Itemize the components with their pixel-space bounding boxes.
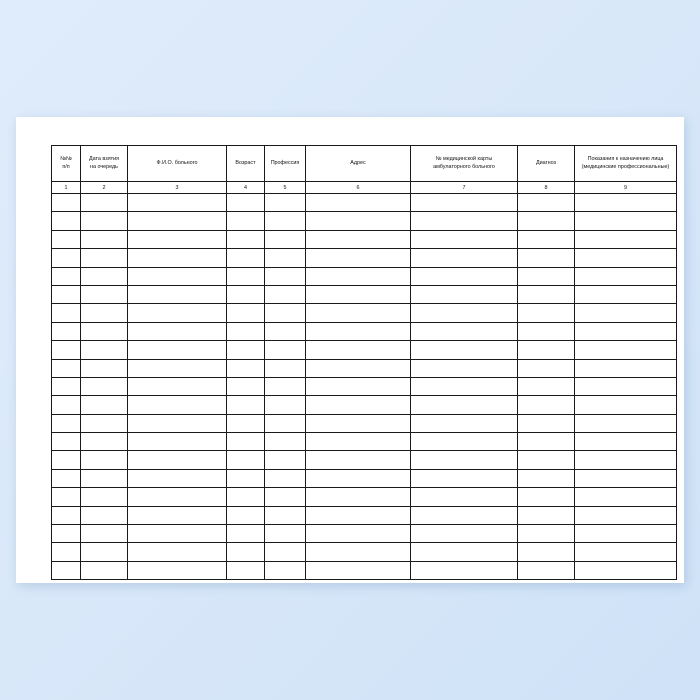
column-header-indications xyxy=(575,146,677,182)
table-cell[interactable] xyxy=(306,488,411,506)
table-cell[interactable] xyxy=(575,212,677,230)
table-cell[interactable] xyxy=(575,414,677,432)
table-cell[interactable] xyxy=(128,249,227,267)
table-row xyxy=(52,469,677,487)
table-cell[interactable] xyxy=(227,322,265,340)
table-cell[interactable] xyxy=(306,561,411,579)
table-cell[interactable] xyxy=(81,194,128,212)
table-cell[interactable] xyxy=(265,322,306,340)
table-header xyxy=(52,146,677,182)
table-cell[interactable] xyxy=(518,285,575,303)
table-cell[interactable] xyxy=(575,267,677,285)
table-cell[interactable] xyxy=(227,525,265,543)
table-cell[interactable] xyxy=(265,506,306,524)
table-cell[interactable] xyxy=(52,377,81,395)
table-cell[interactable] xyxy=(411,341,518,359)
table-cell[interactable] xyxy=(52,359,81,377)
table-cell[interactable] xyxy=(411,414,518,432)
table-cell[interactable] xyxy=(306,543,411,561)
table-cell[interactable] xyxy=(518,414,575,432)
table-cell[interactable] xyxy=(227,267,265,285)
table-cell[interactable] xyxy=(227,433,265,451)
table-row xyxy=(52,285,677,303)
table-row xyxy=(52,525,677,543)
table-row xyxy=(52,249,677,267)
table-cell[interactable] xyxy=(128,506,227,524)
table-cell[interactable] xyxy=(575,341,677,359)
table-cell[interactable] xyxy=(128,212,227,230)
table-cell[interactable] xyxy=(128,285,227,303)
table-cell[interactable] xyxy=(575,561,677,579)
table-cell[interactable] xyxy=(128,194,227,212)
table-cell[interactable] xyxy=(518,304,575,322)
table-cell[interactable] xyxy=(575,304,677,322)
table-row xyxy=(52,341,677,359)
table-cell[interactable] xyxy=(411,249,518,267)
table-cell[interactable] xyxy=(128,469,227,487)
table-cell[interactable] xyxy=(227,341,265,359)
table-cell[interactable] xyxy=(411,469,518,487)
table-cell[interactable] xyxy=(227,414,265,432)
table-cell[interactable] xyxy=(411,322,518,340)
table-row xyxy=(52,230,677,248)
table-cell[interactable] xyxy=(128,488,227,506)
table-cell[interactable] xyxy=(265,488,306,506)
table-cell[interactable] xyxy=(518,561,575,579)
table-cell[interactable] xyxy=(518,396,575,414)
column-header-diagnosis-line1: Диагноз xyxy=(535,159,556,166)
table-cell[interactable] xyxy=(518,469,575,487)
column-header-np-line2: п/п xyxy=(62,163,70,170)
table-cell[interactable] xyxy=(81,525,128,543)
table-cell[interactable] xyxy=(265,433,306,451)
table-cell[interactable] xyxy=(52,285,81,303)
table-row xyxy=(52,359,677,377)
table-cell[interactable] xyxy=(81,249,128,267)
table-cell[interactable] xyxy=(52,396,81,414)
table-cell[interactable] xyxy=(265,377,306,395)
table-cell[interactable] xyxy=(81,212,128,230)
table-cell[interactable] xyxy=(575,506,677,524)
table-cell[interactable] xyxy=(128,525,227,543)
column-header-profession-line1: Профессия xyxy=(270,159,300,166)
table-cell[interactable] xyxy=(81,341,128,359)
table-cell[interactable] xyxy=(306,267,411,285)
table-row xyxy=(52,396,677,414)
table-cell[interactable] xyxy=(265,414,306,432)
table-cell[interactable] xyxy=(518,359,575,377)
table-cell[interactable] xyxy=(227,212,265,230)
table-cell[interactable] xyxy=(265,194,306,212)
table-cell[interactable] xyxy=(265,249,306,267)
table-cell[interactable] xyxy=(575,377,677,395)
table-cell[interactable] xyxy=(128,414,227,432)
table-cell[interactable] xyxy=(575,525,677,543)
table-row xyxy=(52,194,677,212)
table-cell[interactable] xyxy=(306,194,411,212)
column-header-age xyxy=(227,146,265,182)
table-cell[interactable] xyxy=(575,469,677,487)
table-cell[interactable] xyxy=(575,249,677,267)
table-row xyxy=(52,212,677,230)
table-cell[interactable] xyxy=(306,506,411,524)
table-row xyxy=(52,433,677,451)
registry-table xyxy=(51,145,677,580)
table-cell[interactable] xyxy=(518,525,575,543)
table-row xyxy=(52,414,677,432)
table-cell[interactable] xyxy=(81,377,128,395)
table-cell[interactable] xyxy=(128,304,227,322)
column-header-date-line2: на очередь xyxy=(90,163,118,170)
form-table-container xyxy=(51,145,670,553)
column-number-9: 9 xyxy=(575,182,677,194)
column-header-diagnosis xyxy=(518,146,575,182)
table-cell[interactable] xyxy=(227,359,265,377)
table-cell[interactable] xyxy=(128,359,227,377)
table-cell[interactable] xyxy=(227,561,265,579)
table-cell[interactable] xyxy=(575,488,677,506)
table-row xyxy=(52,561,677,579)
column-number-8: 8 xyxy=(518,182,575,194)
table-cell[interactable] xyxy=(306,377,411,395)
table-cell[interactable] xyxy=(81,359,128,377)
table-cell[interactable] xyxy=(575,359,677,377)
table-cell[interactable] xyxy=(411,304,518,322)
table-cell[interactable] xyxy=(52,304,81,322)
table-cell[interactable] xyxy=(265,341,306,359)
table-cell[interactable] xyxy=(227,543,265,561)
table-cell[interactable] xyxy=(411,506,518,524)
table-cell[interactable] xyxy=(265,212,306,230)
column-number-5: 5 xyxy=(265,182,306,194)
table-cell[interactable] xyxy=(52,561,81,579)
table-cell[interactable] xyxy=(306,322,411,340)
table-cell[interactable] xyxy=(128,322,227,340)
table-cell[interactable] xyxy=(128,451,227,469)
table-cell[interactable] xyxy=(518,212,575,230)
table-cell[interactable] xyxy=(575,543,677,561)
table-cell[interactable] xyxy=(265,525,306,543)
table-cell[interactable] xyxy=(52,212,81,230)
table-body xyxy=(52,182,677,580)
column-header-card-number-line2: амбулаторного больного xyxy=(433,163,495,170)
table-cell[interactable] xyxy=(306,414,411,432)
table-cell[interactable] xyxy=(518,249,575,267)
table-cell[interactable] xyxy=(518,543,575,561)
table-cell[interactable] xyxy=(52,469,81,487)
table-cell[interactable] xyxy=(52,543,81,561)
table-cell[interactable] xyxy=(411,377,518,395)
table-cell[interactable] xyxy=(411,267,518,285)
column-header-card-number-line1: № медицинской карты xyxy=(435,156,493,163)
table-cell[interactable] xyxy=(128,341,227,359)
column-number-4: 4 xyxy=(227,182,265,194)
table-cell[interactable] xyxy=(52,488,81,506)
table-cell[interactable] xyxy=(227,451,265,469)
column-header-date-line1: Дата взятия xyxy=(88,156,120,163)
table-cell[interactable] xyxy=(411,543,518,561)
table-cell[interactable] xyxy=(265,396,306,414)
table-cell[interactable] xyxy=(52,451,81,469)
column-number-7: 7 xyxy=(411,182,518,194)
table-cell[interactable] xyxy=(81,543,128,561)
table-cell[interactable] xyxy=(575,194,677,212)
table-cell[interactable] xyxy=(411,525,518,543)
table-cell[interactable] xyxy=(411,433,518,451)
column-header-address-line1: Адрес xyxy=(350,159,366,166)
table-cell[interactable] xyxy=(518,506,575,524)
table-cell[interactable] xyxy=(518,267,575,285)
table-cell[interactable] xyxy=(81,488,128,506)
table-cell[interactable] xyxy=(306,212,411,230)
table-row xyxy=(52,488,677,506)
header-row xyxy=(52,146,677,182)
table-row xyxy=(52,304,677,322)
table-cell[interactable] xyxy=(265,285,306,303)
table-cell[interactable] xyxy=(227,396,265,414)
table-cell[interactable] xyxy=(518,230,575,248)
table-cell[interactable] xyxy=(411,561,518,579)
table-cell[interactable] xyxy=(81,230,128,248)
column-header-np xyxy=(52,146,81,182)
table-cell[interactable] xyxy=(411,212,518,230)
table-cell[interactable] xyxy=(306,249,411,267)
column-header-age-line1: Возраст xyxy=(235,159,256,166)
table-cell[interactable] xyxy=(518,377,575,395)
table-cell[interactable] xyxy=(52,194,81,212)
table-cell[interactable] xyxy=(411,396,518,414)
table-cell[interactable] xyxy=(128,267,227,285)
table-cell[interactable] xyxy=(52,267,81,285)
table-row xyxy=(52,322,677,340)
table-cell[interactable] xyxy=(575,433,677,451)
column-number-row xyxy=(52,182,677,194)
column-header-indications-line2: (медицинские профессиональные) xyxy=(581,163,670,170)
table-cell[interactable] xyxy=(265,359,306,377)
table-cell[interactable] xyxy=(411,451,518,469)
column-header-name-line1: Ф.И.О. больного xyxy=(156,159,198,166)
table-cell[interactable] xyxy=(306,359,411,377)
table-cell[interactable] xyxy=(518,341,575,359)
column-header-np-line1: №№ xyxy=(60,156,72,163)
table-cell[interactable] xyxy=(265,267,306,285)
table-cell[interactable] xyxy=(227,285,265,303)
table-cell[interactable] xyxy=(411,359,518,377)
table-cell[interactable] xyxy=(575,451,677,469)
table-cell[interactable] xyxy=(227,469,265,487)
table-cell[interactable] xyxy=(265,543,306,561)
table-cell[interactable] xyxy=(128,377,227,395)
column-header-card-number xyxy=(411,146,518,182)
table-cell[interactable] xyxy=(265,469,306,487)
table-cell[interactable] xyxy=(265,451,306,469)
table-cell[interactable] xyxy=(306,285,411,303)
table-row xyxy=(52,451,677,469)
table-cell[interactable] xyxy=(575,285,677,303)
table-cell[interactable] xyxy=(52,414,81,432)
table-cell[interactable] xyxy=(81,322,128,340)
table-cell[interactable] xyxy=(575,322,677,340)
table-cell[interactable] xyxy=(81,396,128,414)
table-cell[interactable] xyxy=(128,230,227,248)
table-cell[interactable] xyxy=(81,506,128,524)
column-header-date xyxy=(81,146,128,182)
table-cell[interactable] xyxy=(128,433,227,451)
table-cell[interactable] xyxy=(227,249,265,267)
table-cell[interactable] xyxy=(227,304,265,322)
table-cell[interactable] xyxy=(128,543,227,561)
table-cell[interactable] xyxy=(518,194,575,212)
table-cell[interactable] xyxy=(518,322,575,340)
table-cell[interactable] xyxy=(265,561,306,579)
table-row xyxy=(52,267,677,285)
table-cell[interactable] xyxy=(81,414,128,432)
table-cell[interactable] xyxy=(411,285,518,303)
column-header-address xyxy=(306,146,411,182)
table-cell[interactable] xyxy=(575,396,677,414)
table-cell[interactable] xyxy=(81,433,128,451)
column-header-name xyxy=(128,146,227,182)
table-cell[interactable] xyxy=(411,230,518,248)
table-cell[interactable] xyxy=(306,433,411,451)
table-cell[interactable] xyxy=(81,451,128,469)
table-cell[interactable] xyxy=(81,304,128,322)
table-cell[interactable] xyxy=(52,249,81,267)
table-cell[interactable] xyxy=(52,433,81,451)
column-header-profession xyxy=(265,146,306,182)
column-number-1: 1 xyxy=(52,182,81,194)
table-row xyxy=(52,377,677,395)
table-cell[interactable] xyxy=(52,230,81,248)
table-cell[interactable] xyxy=(227,377,265,395)
table-cell[interactable] xyxy=(128,396,227,414)
table-cell[interactable] xyxy=(81,469,128,487)
table-cell[interactable] xyxy=(306,525,411,543)
table-row xyxy=(52,543,677,561)
table-cell[interactable] xyxy=(575,230,677,248)
table-cell[interactable] xyxy=(227,194,265,212)
table-cell[interactable] xyxy=(306,230,411,248)
column-number-3: 3 xyxy=(128,182,227,194)
table-cell[interactable] xyxy=(265,230,306,248)
table-cell[interactable] xyxy=(227,506,265,524)
column-header-indications-line1: Показания к назначению лица xyxy=(587,156,664,163)
table-cell[interactable] xyxy=(306,469,411,487)
column-number-6: 6 xyxy=(306,182,411,194)
table-cell[interactable] xyxy=(52,525,81,543)
table-cell[interactable] xyxy=(52,322,81,340)
table-cell[interactable] xyxy=(52,341,81,359)
table-cell[interactable] xyxy=(306,304,411,322)
table-cell[interactable] xyxy=(306,396,411,414)
paper-sheet xyxy=(16,117,684,583)
table-cell[interactable] xyxy=(227,230,265,248)
table-cell[interactable] xyxy=(81,285,128,303)
table-cell[interactable] xyxy=(227,488,265,506)
table-cell[interactable] xyxy=(265,304,306,322)
table-cell[interactable] xyxy=(52,506,81,524)
table-cell[interactable] xyxy=(128,561,227,579)
table-row xyxy=(52,506,677,524)
table-cell[interactable] xyxy=(411,488,518,506)
table-cell[interactable] xyxy=(518,488,575,506)
table-cell[interactable] xyxy=(518,433,575,451)
column-number-2: 2 xyxy=(81,182,128,194)
table-cell[interactable] xyxy=(306,341,411,359)
table-cell[interactable] xyxy=(81,267,128,285)
table-cell[interactable] xyxy=(306,451,411,469)
table-cell[interactable] xyxy=(411,194,518,212)
table-cell[interactable] xyxy=(518,451,575,469)
table-cell[interactable] xyxy=(81,561,128,579)
